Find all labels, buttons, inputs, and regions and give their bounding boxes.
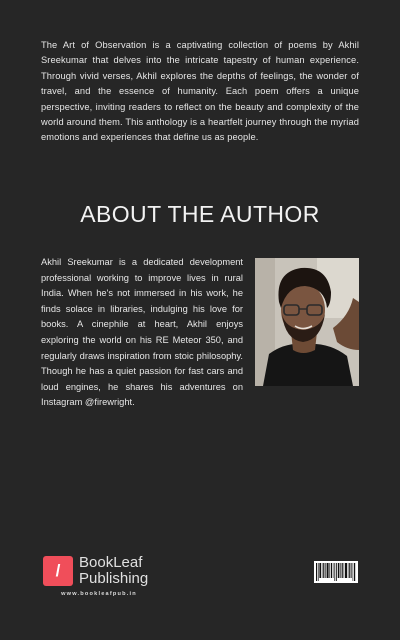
publisher-website: www.bookleafpub.in [61, 591, 137, 597]
publisher-name-line1: BookLeaf [79, 554, 143, 571]
about-author-heading: ABOUT THE AUTHOR [80, 201, 320, 227]
publisher-name-line2: Publishing [79, 570, 149, 587]
publisher-name [79, 555, 148, 587]
book-blurb: The Art of Observation is a captivating collection of poems by Akhil Sreekumar that delves into the intricate tapestry of human experience. Through vivid verses, Akhil explores the depths of feelings, the wonder of travel, and the essence of humanity. Each poem offers a unique perspective, inviting readers to reflect on the beauty and complexity of the world around them. This anthology is a heartfelt journey through the myriad emotions and experiences that define us as people. [41, 40, 359, 143]
isbn-barcode-icon [314, 561, 358, 583]
bookleaf-logo-icon: / [43, 556, 73, 586]
author-photo [255, 258, 359, 386]
publisher-logo [43, 555, 148, 587]
author-bio: Akhil Sreekumar is a dedicated development professional working to improve lives in rural India. When he's not immersed in his work, he finds solace in libraries, indulging his love for books. A cinephile at heart, Akhil enjoys exploring the world on his RE Meteor 350, and regularly draws inspiration from stoic philosophy. Though he has a quiet passion for fast cars and loud engines, he shares his adventures on Instagram @firewright. [41, 257, 243, 408]
